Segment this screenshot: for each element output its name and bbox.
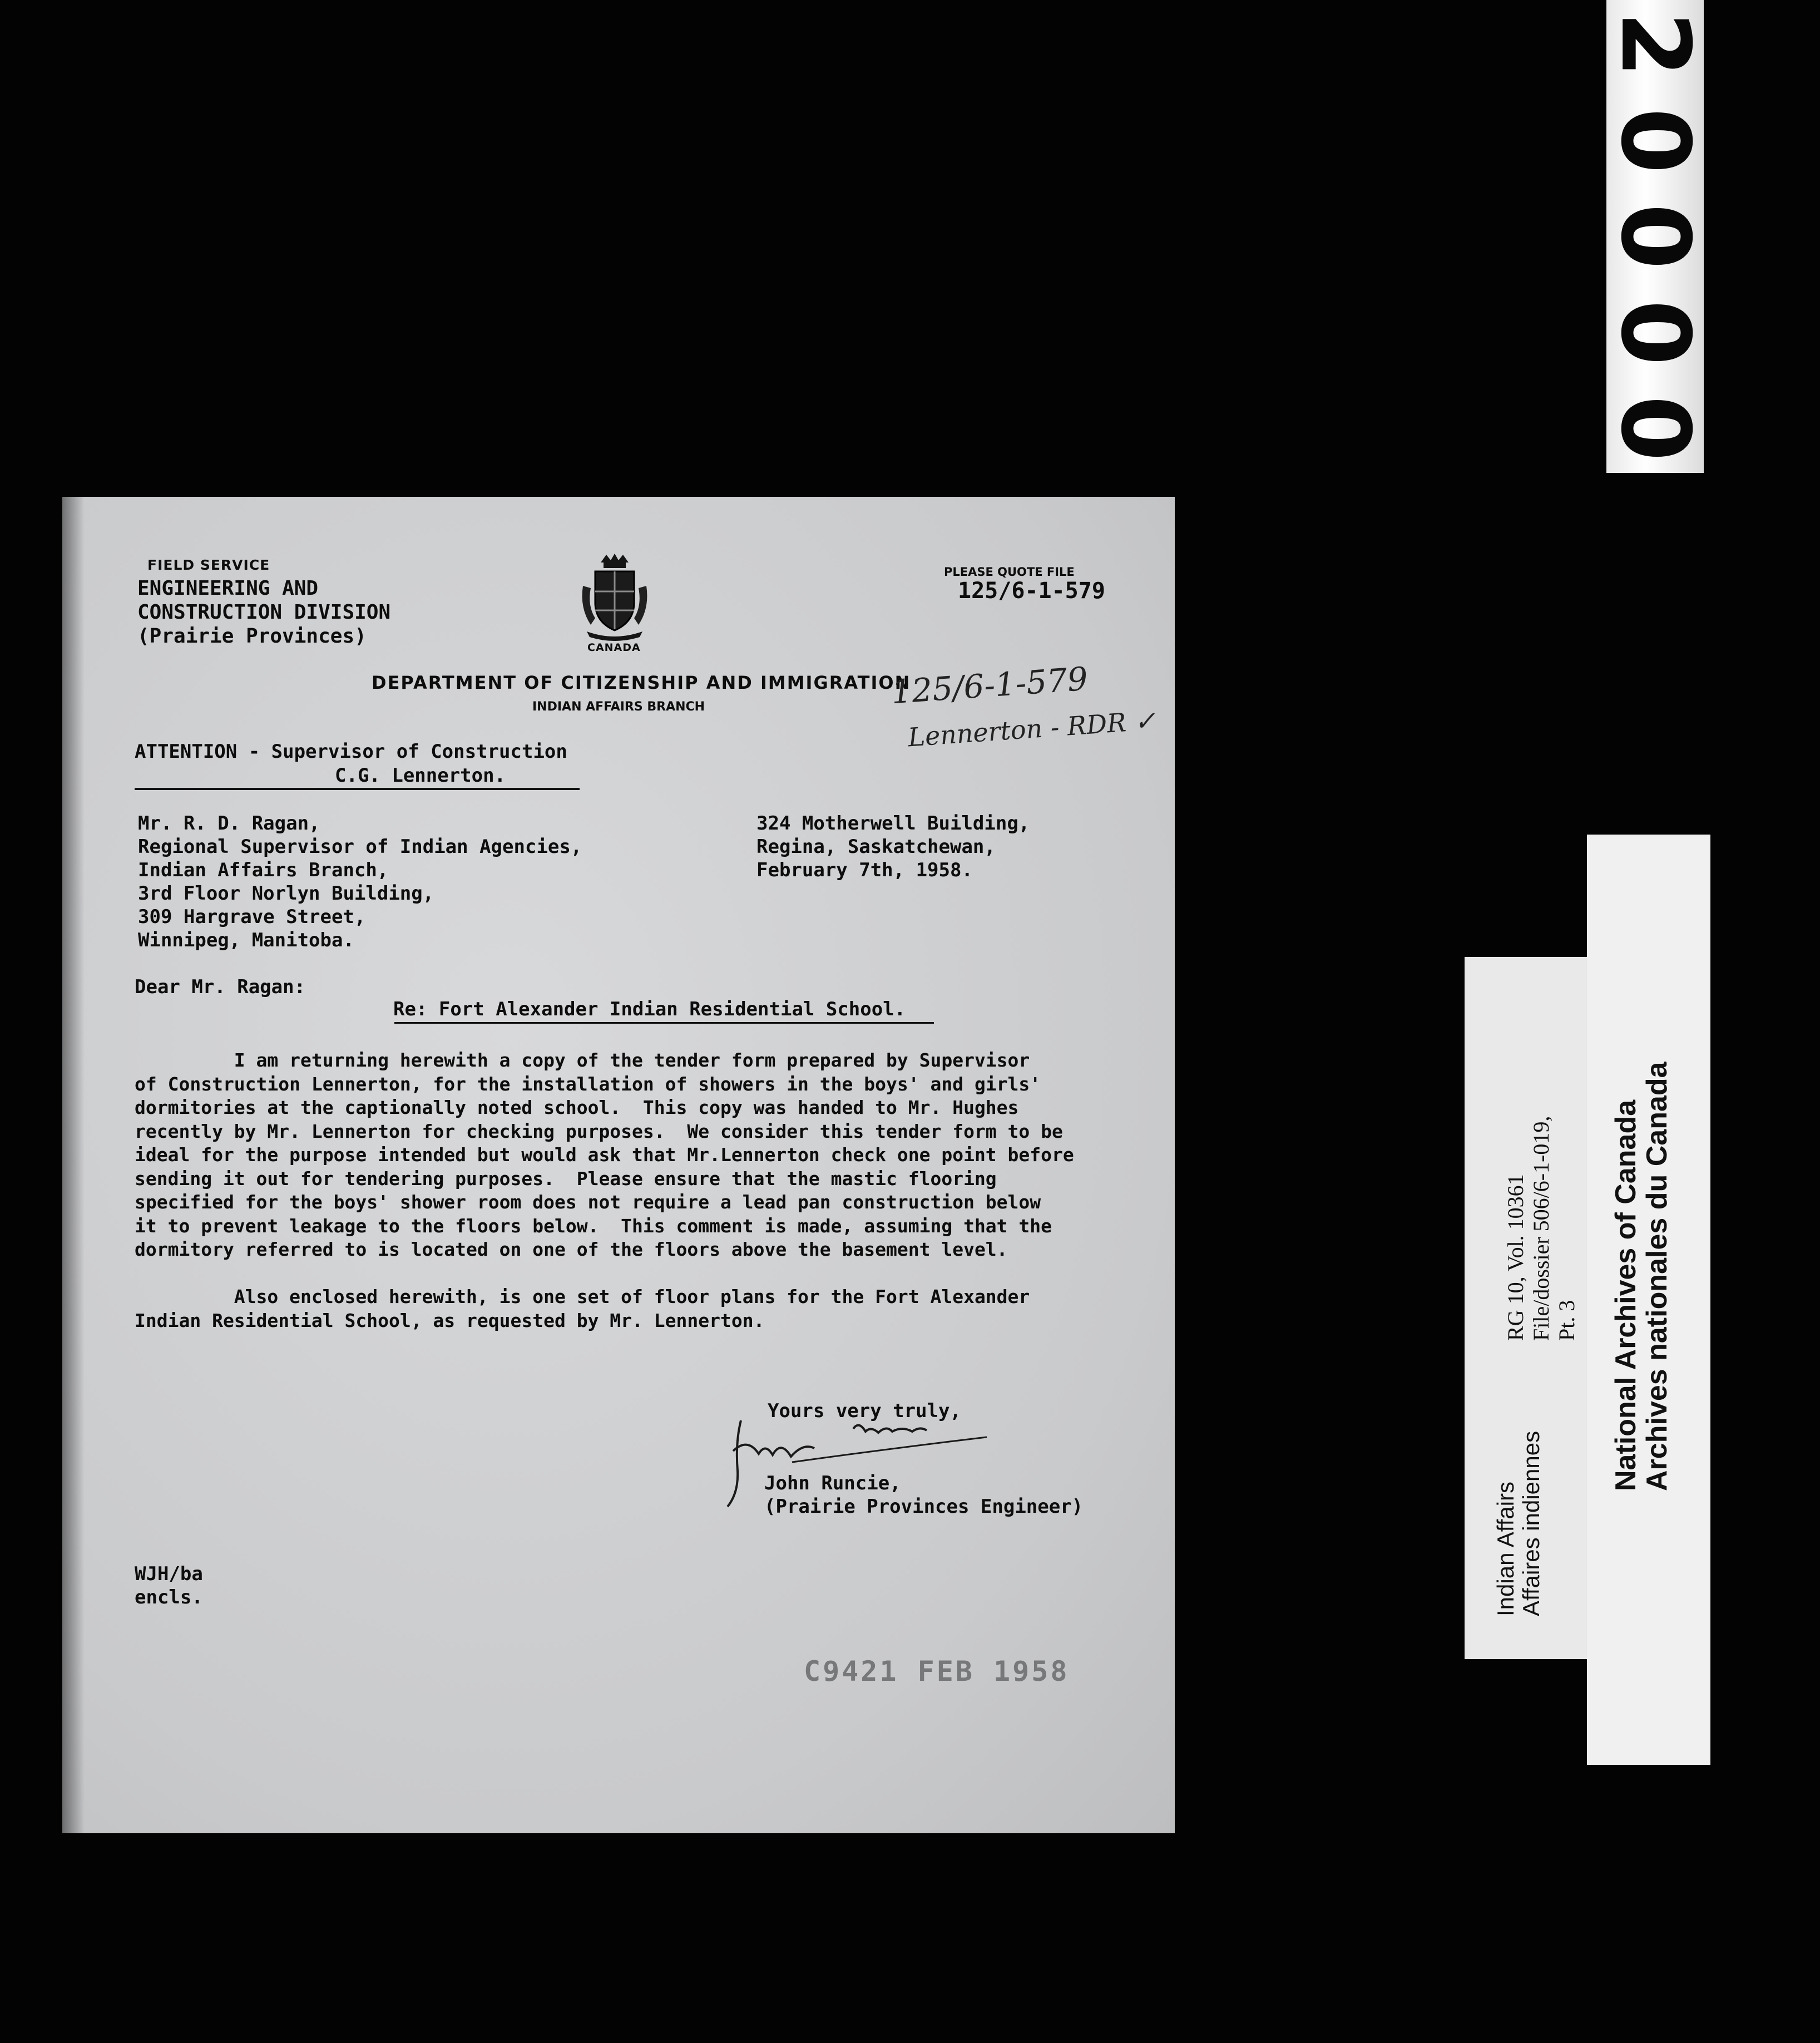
subject-underline bbox=[394, 1022, 934, 1024]
frame-counter-digits bbox=[1599, 0, 1710, 473]
subject-line: Re: Fort Alexander Indian Residential School. bbox=[393, 998, 906, 1020]
frame-counter bbox=[1599, 0, 1710, 473]
addressee-block: Mr. R. D. Ragan, Regional Supervisor of Indian Agencies, Indian Affairs Branch, 3rd Floor Norlyn Building, 309 Hargrave Street, Winnipeg, Manitoba. bbox=[138, 812, 582, 951]
letter-sheet bbox=[62, 497, 1175, 1833]
signer-name: John Runcie, bbox=[764, 1472, 901, 1494]
canada-crest-icon bbox=[578, 552, 651, 641]
attention-underline bbox=[135, 788, 580, 790]
sender-address-date: 324 Motherwell Building, Regina, Saskatchewan, February 7th, 1958. bbox=[756, 812, 1030, 881]
please-quote-label: PLEASE QUOTE FILE bbox=[944, 565, 1075, 579]
closing: Yours very truly, bbox=[768, 1400, 961, 1422]
received-stamp: C9421 FEB 1958 bbox=[804, 1655, 1070, 1687]
attention-line: ATTENTION - Supervisor of Construction bbox=[135, 741, 567, 763]
sheet-edge-shadow bbox=[62, 497, 85, 1833]
attention-name: C.G. Lennerton. bbox=[335, 764, 506, 787]
division-name: ENGINEERING AND CONSTRUCTION DIVISION (Prairie Provinces) bbox=[137, 577, 391, 648]
branch-name: INDIAN AFFAIRS BRANCH bbox=[532, 700, 705, 714]
archive-reference-text: RG 10, Vol. 10361 File/dossier 506/6-1-019, Pt. 3 bbox=[1503, 1116, 1579, 1341]
handwritten-annotation: Lennerton - RDR ✓ bbox=[907, 705, 1157, 753]
field-service-label: FIELD SERVICE bbox=[147, 557, 270, 573]
counter-digit: 2 bbox=[1599, 11, 1710, 78]
counter-digit: 0 bbox=[1599, 299, 1710, 366]
crest-label: CANADA bbox=[587, 641, 641, 654]
counter-digit: 0 bbox=[1599, 107, 1710, 174]
handwritten-file-number: 125/6-1-579 bbox=[890, 659, 1089, 712]
institution-name: National Archives of Canada Archives nationales du Canada bbox=[1610, 1062, 1673, 1491]
letter-body: I am returning herewith a copy of the tender form prepared by Supervisor of Construction Lennerton, for the installation of showers in the boys' and girls' dormitories at the captionally noted school. This copy was handed to Mr. Hughes recently by Mr. Lennerton for checking purposes. We consider this tender form to be ideal for the purpose intended but would ask that Mr.Lennerton check one point before sending it out for tendering purposes. Please ensure that the mastic flooring specified for the boys' shower room does not require a lead pan construction below it to prevent leakage to the floors below. This comment is made, assuming that the dormitory referred to is located on one of the floors above the basement level. Also enclosed herewith, is one set of floor plans for the Fort Alexander Indian Residential School, as requested by Mr. Lennerton. bbox=[135, 1049, 1074, 1331]
counter-digit: 0 bbox=[1599, 203, 1710, 270]
typist-initials: WJH/ba encls. bbox=[135, 1563, 203, 1608]
salutation: Dear Mr. Ragan: bbox=[135, 976, 306, 998]
quote-file-number: 125/6-1-579 bbox=[958, 578, 1105, 604]
collection-name: Indian Affairs Affaires indiennes bbox=[1492, 1430, 1544, 1616]
department-name: DEPARTMENT OF CITIZENSHIP AND IMMIGRATION bbox=[372, 672, 911, 693]
signer-title: (Prairie Provinces Engineer) bbox=[764, 1496, 1084, 1518]
counter-digit: 0 bbox=[1599, 395, 1710, 462]
